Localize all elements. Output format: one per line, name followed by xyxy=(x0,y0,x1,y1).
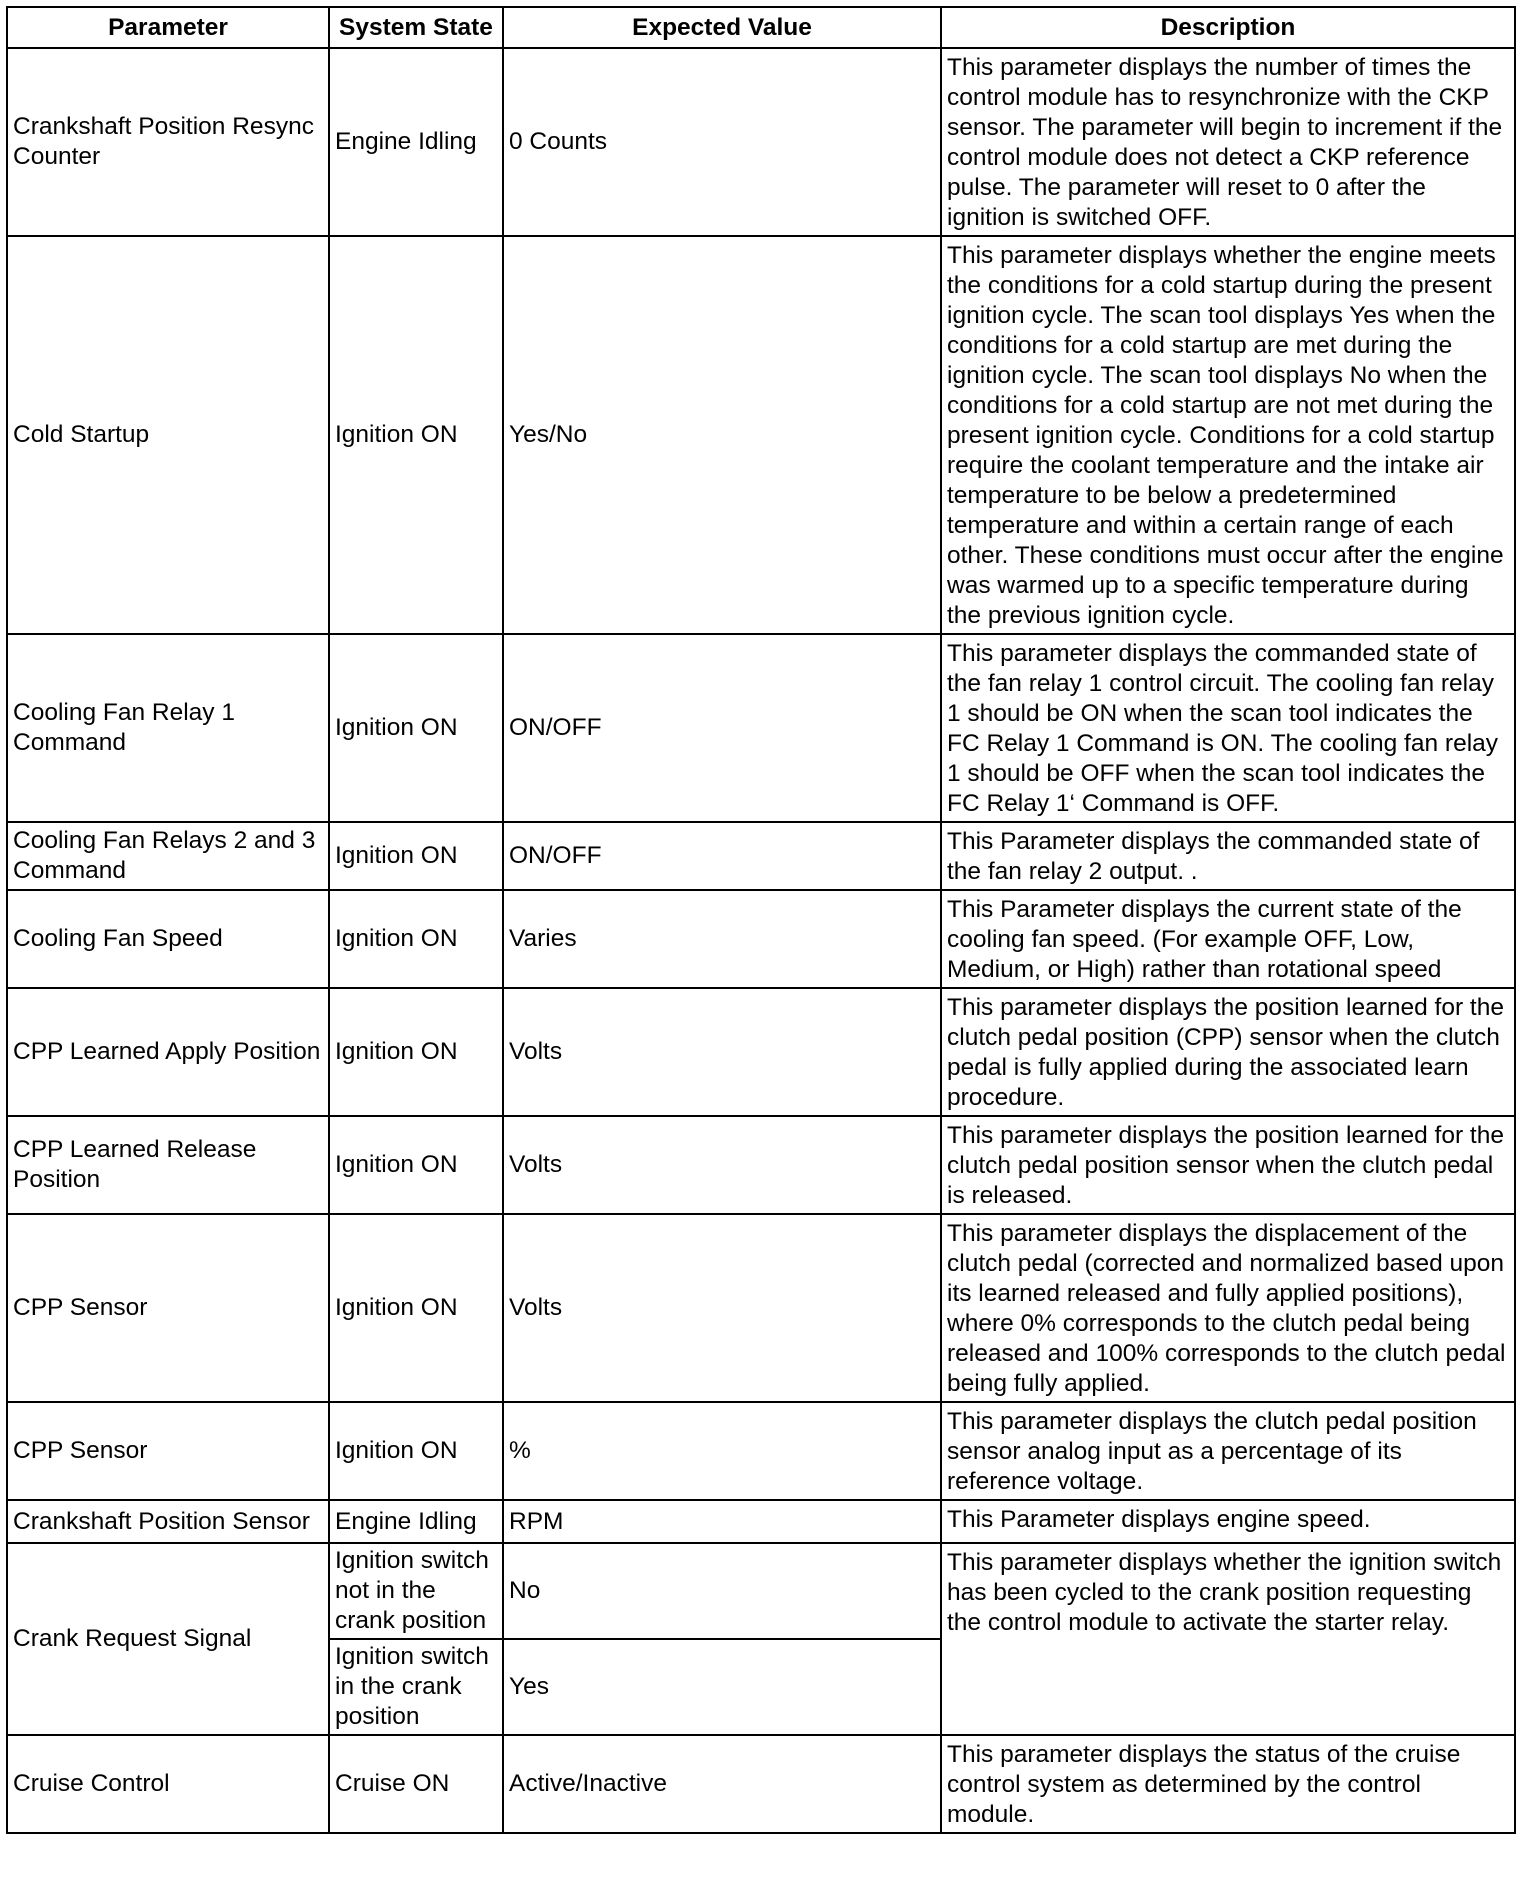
description-cell: This parameter displays whether the engine meets the conditions for a cold startup during the present ignition cycle. The scan tool displays Yes when the conditions for a cold startup are met during the ignition cycle. The scan tool displays No when the conditions for a cold startup are not met during the present ignition cycle. Conditions for a cold startup require the coolant temperature and the intake air temperature to be below a predetermined temperature and within a certain range of each other. These conditions must occur after the engine was warmed up to a specific temperature during the previous ignition cycle. xyxy=(941,236,1515,634)
parameter-cell: Cruise Control xyxy=(7,1735,329,1833)
system-state-cell: Ignition ON xyxy=(329,1402,503,1500)
expected-value-cell: RPM xyxy=(503,1500,941,1543)
expected-value-cell: Volts xyxy=(503,1116,941,1214)
system-state-cell: Ignition ON xyxy=(329,822,503,890)
description-cell: This parameter displays the commanded state of the fan relay 1 control circuit. The cooling fan relay 1 should be ON when the scan tool indicates the FC Relay 1 Command is ON. The cooling fan relay 1 should be OFF when the scan tool indicates the FC Relay 1‘ Command is OFF. xyxy=(941,634,1515,822)
table-row xyxy=(7,1402,1515,1500)
system-state-cell: Ignition switch in the crank position xyxy=(329,1639,503,1735)
header-system-state: System State xyxy=(329,7,503,48)
parameter-cell: Crankshaft Position Resync Counter xyxy=(7,48,329,236)
table-row xyxy=(7,634,1515,822)
table-row xyxy=(7,890,1515,988)
system-state-cell: Ignition ON xyxy=(329,1214,503,1402)
header-description: Description xyxy=(941,7,1515,48)
table-row xyxy=(7,822,1515,890)
parameter-cell: Cooling Fan Relay 1 Command xyxy=(7,634,329,822)
header-parameter: Parameter xyxy=(7,7,329,48)
parameter-cell: Cooling Fan Speed xyxy=(7,890,329,988)
description-cell: This Parameter displays the current state of the cooling fan speed. (For example OFF, Low, Medium, or High) rather than rotational speed xyxy=(941,890,1515,988)
system-state-cell: Cruise ON xyxy=(329,1735,503,1833)
system-state-cell: Ignition ON xyxy=(329,988,503,1116)
table-row xyxy=(7,1543,1515,1639)
expected-value-cell: Yes/No xyxy=(503,236,941,634)
expected-value-cell: Volts xyxy=(503,988,941,1116)
table-row xyxy=(7,1500,1515,1543)
table-row xyxy=(7,1735,1515,1833)
parameter-cell: CPP Sensor xyxy=(7,1214,329,1402)
header-expected-value: Expected Value xyxy=(503,7,941,48)
system-state-cell: Ignition ON xyxy=(329,1116,503,1214)
system-state-cell: Ignition ON xyxy=(329,890,503,988)
system-state-cell: Engine Idling xyxy=(329,1500,503,1543)
parameter-cell: Crank Request Signal xyxy=(7,1543,329,1735)
table-row xyxy=(7,1116,1515,1214)
description-cell: This parameter displays the number of times the control module has to resynchronize with the CKP sensor. The parameter will begin to increment if the control module does not detect a CKP reference pulse. The parameter will reset to 0 after the ignition is switched OFF. xyxy=(941,48,1515,236)
description-cell: This parameter displays the position learned for the clutch pedal position sensor when the clutch pedal is released. xyxy=(941,1116,1515,1214)
parameter-cell: CPP Learned Release Position xyxy=(7,1116,329,1214)
description-cell: This parameter displays the clutch pedal position sensor analog input as a percentage of its reference voltage. xyxy=(941,1402,1515,1500)
expected-value-cell: Volts xyxy=(503,1214,941,1402)
system-state-cell: Engine Idling xyxy=(329,48,503,236)
parameter-cell: Cold Startup xyxy=(7,236,329,634)
description-cell: This parameter displays the displacement of the clutch pedal (corrected and normalized based upon its learned released and fully applied positions), where 0% corresponds to the clutch pedal being released and 100% corresponds to the clutch pedal being fully applied. xyxy=(941,1214,1515,1402)
table-row xyxy=(7,236,1515,634)
description-cell: This parameter displays the status of the cruise control system as determined by the control module. xyxy=(941,1735,1515,1833)
system-state-cell: Ignition ON xyxy=(329,634,503,822)
expected-value-cell: Yes xyxy=(503,1639,941,1735)
system-state-cell: Ignition ON xyxy=(329,236,503,634)
parameter-table xyxy=(6,6,1516,1834)
description-cell: This Parameter displays the commanded state of the fan relay 2 output. . xyxy=(941,822,1515,890)
parameter-cell: CPP Learned Apply Position xyxy=(7,988,329,1116)
expected-value-cell: Active/Inactive xyxy=(503,1735,941,1833)
expected-value-cell: Varies xyxy=(503,890,941,988)
system-state-cell: Ignition switch not in the crank position xyxy=(329,1543,503,1639)
expected-value-cell: % xyxy=(503,1402,941,1500)
expected-value-cell: ON/OFF xyxy=(503,822,941,890)
parameter-cell: Cooling Fan Relays 2 and 3 Command xyxy=(7,822,329,890)
table-row xyxy=(7,48,1515,236)
description-cell: This Parameter displays engine speed. xyxy=(941,1500,1515,1543)
description-cell: This parameter displays whether the ignition switch has been cycled to the crank position requesting the control module to activate the starter relay. xyxy=(941,1543,1515,1735)
header-row xyxy=(7,7,1515,48)
table-row xyxy=(7,1214,1515,1402)
parameter-cell: Crankshaft Position Sensor xyxy=(7,1500,329,1543)
expected-value-cell: 0 Counts xyxy=(503,48,941,236)
expected-value-cell: ON/OFF xyxy=(503,634,941,822)
description-cell: This parameter displays the position learned for the clutch pedal position (CPP) sensor when the clutch pedal is fully applied during the associated learn procedure. xyxy=(941,988,1515,1116)
table-row xyxy=(7,988,1515,1116)
expected-value-cell: No xyxy=(503,1543,941,1639)
parameter-cell: CPP Sensor xyxy=(7,1402,329,1500)
